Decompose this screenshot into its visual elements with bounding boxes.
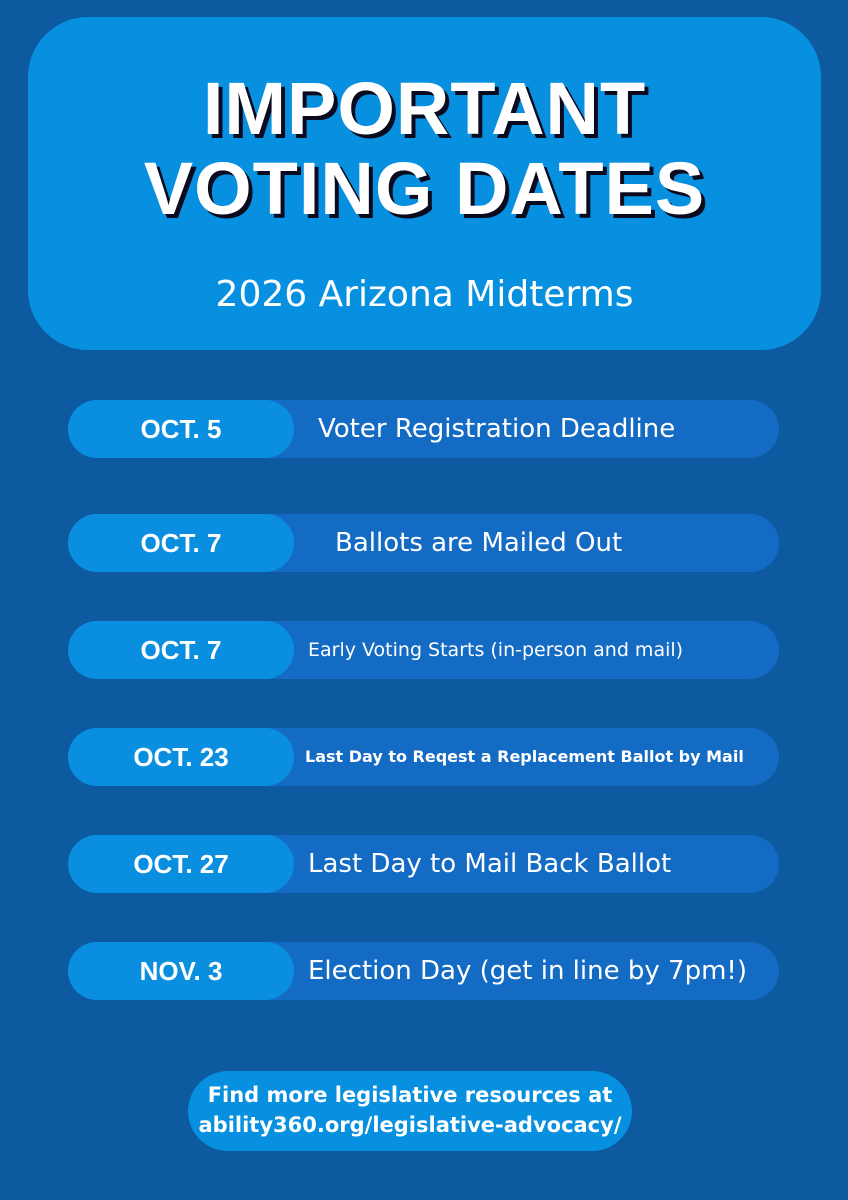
- resources-text: Find more legislative resources at: [207, 1083, 613, 1107]
- header-panel: [28, 17, 821, 350]
- date-description: Last Day to Reqest a Replacement Ballot by Mail: [305, 747, 744, 766]
- date-pill: OCT. 7: [68, 621, 294, 679]
- date-row-election-day: [68, 942, 779, 1000]
- date-row-registration-deadline: [68, 400, 779, 458]
- page-title-line-1: IMPORTANT: [202, 67, 647, 150]
- resources-link[interactable]: [188, 1071, 632, 1151]
- date-pill: OCT. 27: [68, 835, 294, 893]
- date-row-replacement-ballot: [68, 728, 779, 786]
- page-title-line-2: VOTING DATES: [143, 147, 706, 230]
- date-description: Early Voting Starts (in-person and mail): [308, 639, 684, 661]
- date-pill: OCT. 7: [68, 514, 294, 572]
- resources-url[interactable]: ability360.org/legislative-advocacy/: [198, 1113, 622, 1137]
- date-description: Election Day (get in line by 7pm!): [308, 956, 747, 986]
- date-row-mail-back-ballot: [68, 835, 779, 893]
- date-pill: OCT. 23: [68, 728, 294, 786]
- date-row-early-voting: [68, 621, 779, 679]
- page-subtitle: 2026 Arizona Midterms: [215, 274, 634, 315]
- date-pill: OCT. 5: [68, 400, 294, 458]
- date-description: Last Day to Mail Back Ballot: [308, 849, 672, 879]
- date-description: Voter Registration Deadline: [318, 414, 676, 444]
- date-row-ballots-mailed: [68, 514, 779, 572]
- date-pill: NOV. 3: [68, 942, 294, 1000]
- date-description: Ballots are Mailed Out: [335, 528, 623, 558]
